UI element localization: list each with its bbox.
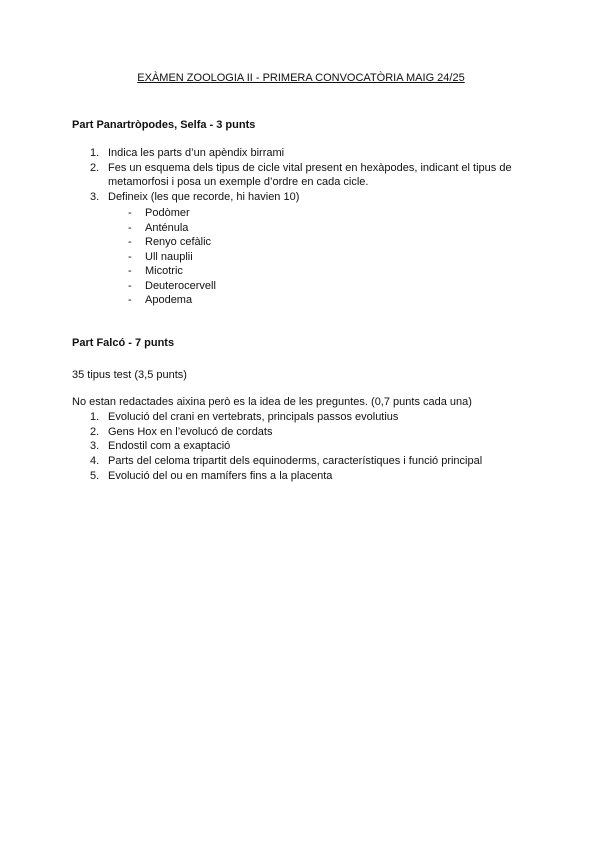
list-number: 1. [90,147,100,159]
term-item [128,279,530,294]
bullet-marker: - [128,279,132,292]
list-item [72,161,530,190]
term-text: Renyo cefàlic [145,236,212,248]
list-number: 5. [90,469,100,482]
term-text: Micotric [145,265,183,277]
section-heading-panartropodes: Part Panartròpodes, Selfa - 3 punts [72,119,256,131]
question-text: Evolució del ou en mamífers fins a la placenta [108,469,333,482]
document-title: EXÀMEN ZOOLOGIA II - PRIMERA CONVOCATÒRIA MAIG 24/25 [137,72,465,84]
bullet-marker: - [128,265,132,277]
list-item [72,439,530,454]
term-item [128,293,530,308]
terms-list [108,206,530,308]
list-item [72,146,530,161]
question-text: Gens Hox en l’evolucó de cordats [108,425,273,438]
list-number: 1. [90,411,100,423]
list-number: 3. [90,190,100,203]
term-item [128,250,530,265]
list-item [72,425,530,440]
question-text: Fes un esquema dels tipus de cicle vital present en hexàpodes, indicant el tipus de metamorfosi i posa un exemple d’ordre en cada cicle. [108,161,512,188]
term-text: Deuterocervell [145,279,216,292]
bullet-marker: - [128,250,132,263]
list-number: 3. [90,440,100,453]
question-text: Indica les parts d’un apèndix birrami [108,147,285,159]
list-item [72,454,530,469]
bullet-marker: - [128,207,132,219]
list-number: 2. [90,161,100,174]
question-text: Parts del celoma tripartit dels equinoderms, característiques i funció principal [108,455,483,468]
term-text: Apodema [145,294,193,306]
list-item [72,190,530,308]
list-item [72,469,530,484]
bullet-marker: - [128,294,132,306]
question-text: Endostil com a exaptació [108,440,231,453]
term-item [128,235,530,250]
test-note: 35 tipus test (3,5 punts) [72,369,187,381]
question-text: Defineix (les que recorde, hi havien 10) [108,190,300,203]
list-item [72,410,530,425]
section-heading-falco: Part Falcó - 7 punts [72,337,175,349]
bullet-marker: - [128,236,132,248]
question-text: Evolució del crani en vertebrats, principals passos evolutius [108,411,399,423]
questions-intro: No estan redactades aixina però es la idea de les preguntes. (0,7 punts cada una) [72,396,472,408]
term-item [128,206,530,221]
term-text: Ull nauplii [145,250,193,263]
term-item [128,221,530,236]
term-text: Anténula [145,221,189,234]
bullet-marker: - [128,221,132,234]
question-list-falco [72,410,530,484]
term-item [128,264,530,279]
list-number: 4. [90,455,100,468]
question-list-panartropodes [72,146,530,308]
term-text: Podòmer [145,207,190,219]
list-number: 2. [90,425,100,438]
